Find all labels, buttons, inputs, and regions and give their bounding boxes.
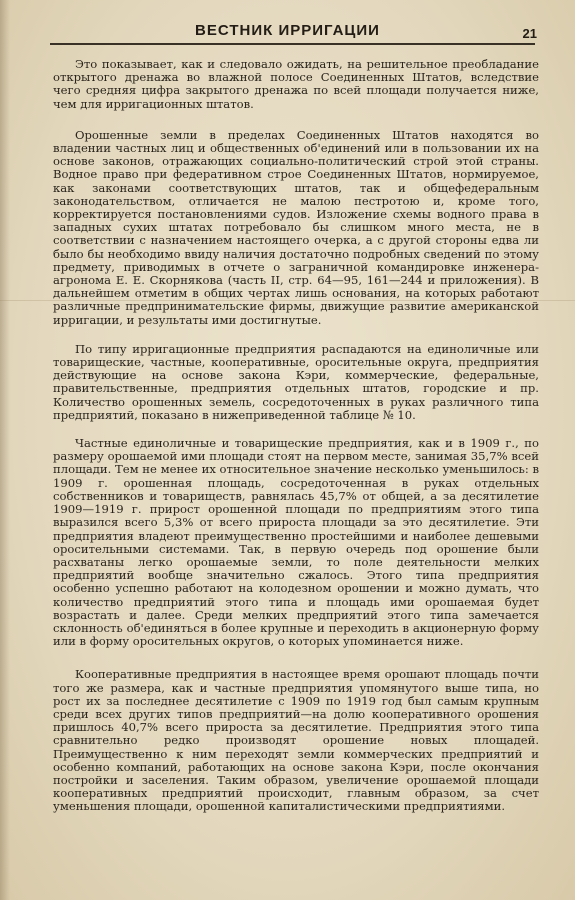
journal-title: ВЕСТНИК ИРРИГАЦИИ <box>195 22 380 39</box>
header-rule <box>50 43 535 45</box>
paragraph-water-law: Орошенные земли в пределах Соединенных Штатов находятся во владении частных лиц и общественных об'единений или в пользовании их на основе законов, отражающих социально-политический строй этой страны. Водное право при федеративном строе Соединенных Штатов, нормируемое, как законами соответствующих штатов, так и общефедеральным законодательством, отличается не малою пестротою и, кроме того, корректируется постановлениями судов. Изложение схемы водного права в западных сухих штатах потребовало бы слишком много места, не в соответствии с назначением настоящего очерка, а с другой стороны едва ли было бы необходимо ввиду наличия достаточно подробных сведений по этому предмету, приводимых в отчете о заграничной командировке инженера-агронома Е. Е. Скорнякова (часть II, стр. 64—95, 161—244 и приложения). В дальнейшем отметим в общих чертах лишь основания, на которых работают различные предпринимательские фирмы, движущие развитие американской ирригации, и результаты ими достигнутые. <box>53 127 539 327</box>
paragraph-private-enterprises: Частные единоличные и товарищеские предприятия, как и в 1909 г., по размеру орошаемой ими площади стоят на первом месте, занимая 35,7% всей площади. Тем не менее их относительное значение несколько уменьшилось: в 1909 г. орошенная площадь, сосредоточенная в руках отдельных собственников и товариществ, равнялась 45,7% от общей, а за десятилетие 1909—1919 г. прирост орошенной площади по предприятиям этого типа выразился всего 5,3% от всего прироста площади за это десятилетие. Эти предприятия владеют преимущественно простейшими и наиболее дешевыми оросительными системами. Так, в первую очередь под орошение были расхватаны легко орошаемые земли, то поле деятельности мелких предприятий вообще значительно сжалось. Этого типа предприятия особенно успешно работают на колодезном орошении и можно думать, что количество предприятий этого типа и площадь ими орошаемая будет возрастать и далее. Среди мелких предприятий этого типа замечается склонность об'единяться в более крупные и переходить в акционерную форму или в форму оросительных округов, о которых упоминается ниже. <box>53 436 539 649</box>
paragraph-drainage-conclusion: Это показывает, как и следовало ожидать, на решительное преобладание открытого дренажа во влажной полосе Соединенных Штатов, вследствие чего средняя цифра закрытого дренажа по всей площади получается ниже, чем для ирригационных штатов. <box>53 57 539 111</box>
paragraph-cooperative-enterprises: Кооперативные предприятия в настоящее время орошают площадь почти того же размера, как и частные предприятия упомянутого выше типа, но рост их за последнее десятилетие с 1909 по 1919 год был самым крупным среди всех других типов предприятий—на долю кооперативного орошения пришлось 40,7% всего прироста за десятилетие. Предприятия этого типа сравнительно редко производят орошение новых площадей. Преимущественно к ним переходят земли коммерческих предприятий и особенно компаний, работающих на основе закона Кэри, после окончания постройки и заселения. Таким образом, увеличение орошаемой площади кооперативных предприятий происходит, главным образом, за счет уменьшения площади, орошенной капиталистическими предприятиями. <box>53 667 539 814</box>
article-body <box>53 58 539 814</box>
paragraph-enterprise-types: По типу ирригационные предприятия распадаются на единоличные или товарищеские, частные, кооперативные, оросительные округа, предприятия действующие на основе закона Кэри, коммерческие, федеральные, правительственные, предприятия отдельных штатов, городские и пр. Количество орошенных земель, сосредоточенных в руках различного типа предприятий, показано в нижеприведенной таблице № 10. <box>53 341 539 422</box>
page-number: 21 <box>522 26 537 41</box>
